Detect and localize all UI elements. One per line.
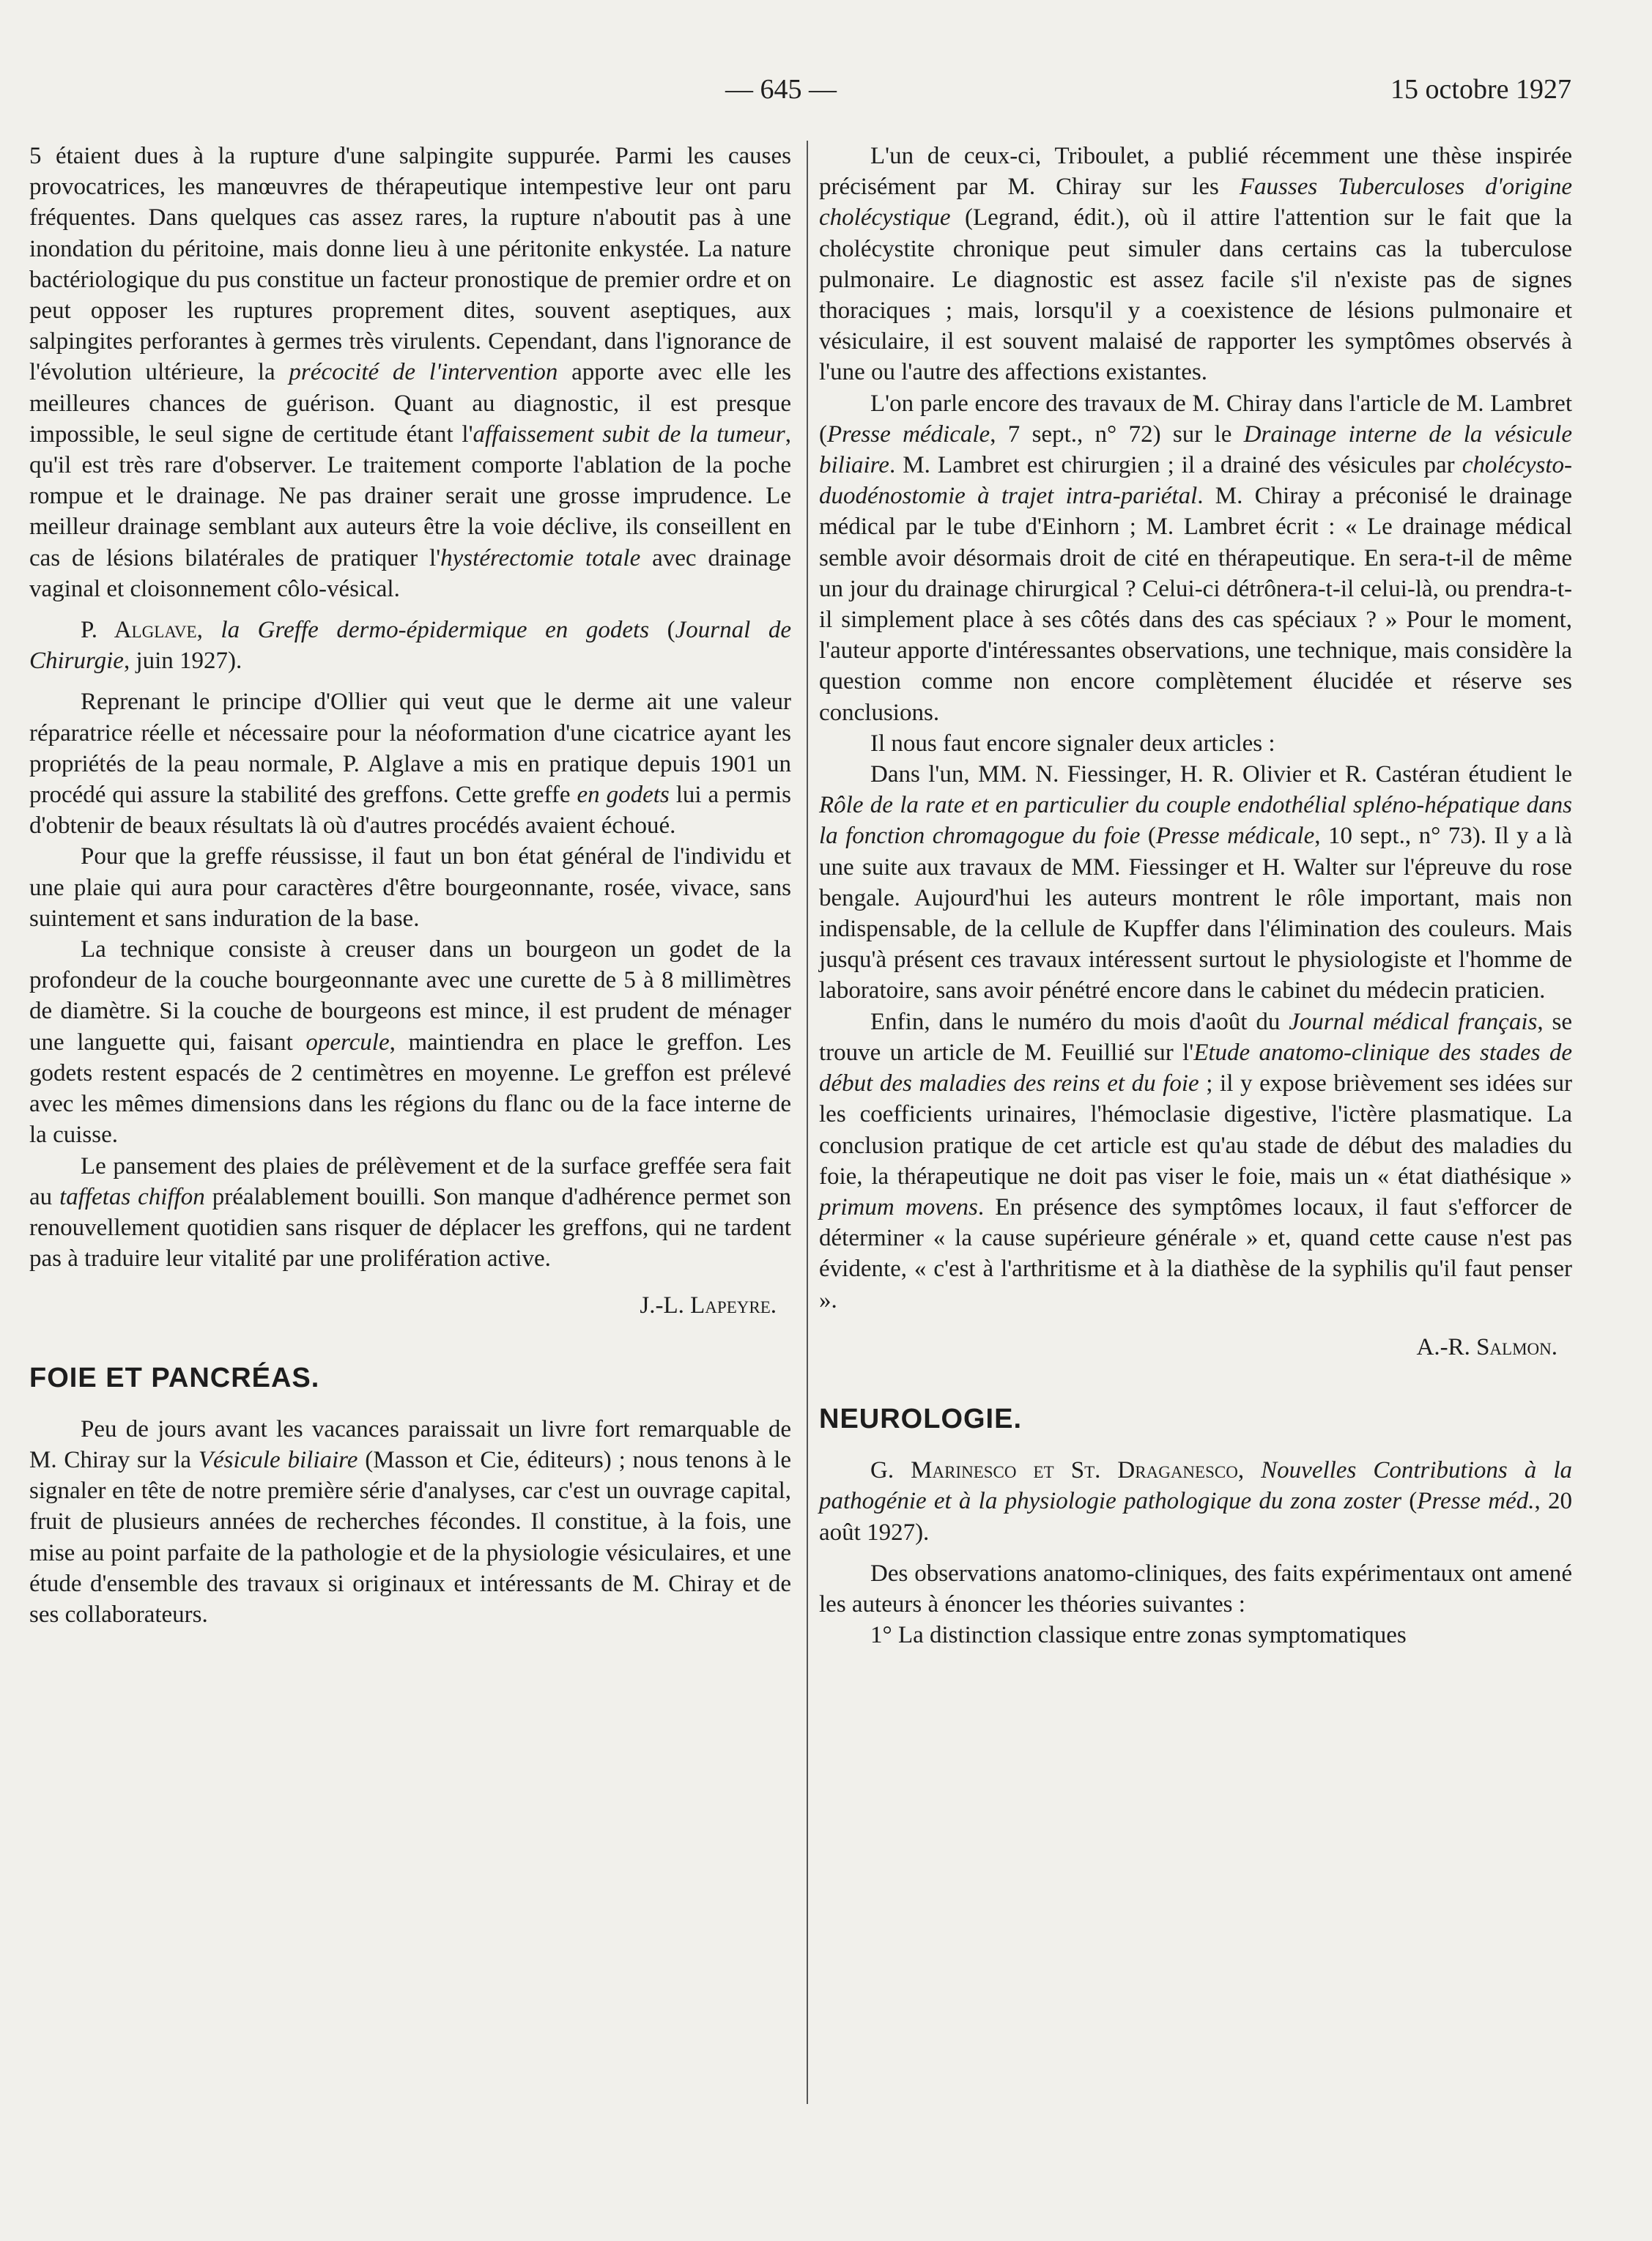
signature-salmon: A.-R. Salmon. [1416, 1333, 1557, 1360]
section-heading-foie: FOIE ET PANCRÉAS. [29, 1362, 320, 1393]
left-column [29, 141, 791, 1630]
paragraph: 1° La distinction classique entre zonas symptomatiques [870, 1622, 1407, 1649]
page-number: — 645 — [725, 74, 837, 105]
paragraph: 5 étaient dues à la rupture d'une salpingite suppurée. Parmi les causes provocatrices, les manœuvres de thérapeutique intempestive leur ont paru fréquentes. Dans quelques cas assez rares, la rupture n'aboutit pas à une inondation du péritoine, mais donne lieu à une péritonite enkystée. La nature bactériologique du pus constitue un facteur pronostique de premier ordre et on peut opposer les ruptures proprement dites, souvent aseptiques, aux salpingites perforantes à germes très virulents. Cependant, dans l'ignorance de l'évolution ultérieure, la précocité de l'intervention apporte avec elle les meilleures chances de guérison. Quant au diagnostic, il est presque impossible, le seul signe de certitude étant l'affaissement subit de la tumeur, qu'il est très rare d'observer. Le traitement comporte l'ablation de la poche rompue et le drainage. Ne pas drainer serait une grosse imprudence. Le meilleur drainage semblant aux auteurs être la voie déclive, ils conseillent en cas de lésions bilatérales de pratiquer l'hystérectomie totale avec drainage vaginal et cloisonnement côlo-vésical. [29, 143, 792, 602]
column-divider [807, 141, 808, 2104]
paragraph: L'on parle encore des travaux de M. Chiray dans l'article de M. Lambret (Presse médicale, 7 sept., n° 72) sur le Drainage interne de la vésicule biliaire. M. Lambret est chirurgien ; il a drainé des vésicules par cholécysto-duodénostomie à trajet intra-pariétal. M. Chiray a préconisé le drainage médical par le tube d'Einhorn ; M. Lambret écrit : « Le drainage médical semble avoir désormais droit de cité en thérapeutique. En sera-t-il de même un jour du drainage chirurgical ? Celui-ci détrônera-t-il celui-là, ou prendra-t-il simplement place à ses côtés dans des cas spéciaux ? » Pour le moment, l'auteur apporte d'intéressantes observations, une technique, mais considère la question comme non encore complètement élucidée et réserve ses conclusions. [819, 390, 1572, 726]
page-header [0, 73, 1652, 117]
issue-date: 15 octobre 1927 [1390, 74, 1571, 105]
reference-marinesco: G. Marinesco et St. Draganesco, Nouvelles Contributions à la pathogénie et à la physiologie pathologique du zona zoster (Presse méd., 20 août 1927). [819, 1457, 1573, 1546]
paragraph: Enfin, dans le numéro du mois d'août du Journal médical français, se trouve un article de M. Feuillié sur l'Etude anatomo-clinique des stades de début des maladies des reins et du foie ; il y expose brièvement ses idées sur les coefficients urinaires, l'hémoclasie digestive, l'ictère plasmatique. La conclusion pratique de cet article est qu'au stade de début des maladies du foie, la thérapeutique ne doit pas viser le foie, mais un « état diathésique » primum movens. En présence des symptômes locaux, il faut s'efforcer de déterminer « la cause supérieure générale » et, quand cette cause n'est pas évidente, « c'est à l'arthritisme et à la diathèse de la syphilis qu'il faut penser ». [819, 1008, 1573, 1314]
paragraph: L'un de ceux-ci, Triboulet, a publié récemment une thèse inspirée précisément par M. Chiray sur les Fausses Tuberculoses d'origine cholécystique (Legrand, édit.), où il attire l'attention sur le fait que la cholécystite chronique peut simuler dans certains cas la tuberculose pulmonaire. Le diagnostic est assez facile s'il n'existe pas de signes thoraciques ; mais, lorsqu'il y a coexistence de lésions pulmonaire et vésiculaire, il est souvent malaisé de rapporter les symptômes observés à l'une ou l'autre des affections existantes. [819, 143, 1572, 386]
signature-lapeyre: J.-L. Lapeyre. [640, 1292, 777, 1319]
paragraph: La technique consiste à creuser dans un bourgeon un godet de la profondeur de la couche bourgeonnante avec une curette de 5 à 8 millimètres de diamètre. Si la couche de bourgeons est mince, il est prudent de ménager une languette qui, faisant opercule, maintiendra en place le greffon. Les godets restent espacés de 2 centimètres en moyenne. Le greffon est prélevé avec les mêmes dimensions dans les régions du flanc ou de la face interne de la cuisse. [29, 936, 791, 1149]
paragraph: Pour que la greffe réussisse, il faut un bon état général de l'individu et une plaie qui aura pour caractères d'être bourgeonnante, rosée, vivace, sans suintement et sans induration de la base. [29, 843, 791, 932]
paragraph: Reprenant le principe d'Ollier qui veut que le derme ait une valeur réparatrice réelle et nécessaire pour la néoformation d'une cicatrice ayant les propriétés de la peau normale, P. Alglave a mis en pratique depuis 1901 un procédé qui assure la stabilité des greffons. Cette greffe en godets lui a permis d'obtenir de beaux résultats là où d'autres procédés avaient échoué. [29, 689, 791, 840]
paragraph: Il nous faut encore signaler deux articles : [870, 730, 1275, 757]
paragraph: Le pansement des plaies de prélèvement et de la surface greffée sera fait au taffetas chiffon préalablement bouilli. Son manque d'adhérence permet son renouvellement quotidien sans risquer de déplacer les greffons, qui ne tardent pas à traduire leur vitalité par une prolifération active. [29, 1152, 791, 1273]
paragraph: Peu de jours avant les vacances paraissait un livre fort remarquable de M. Chiray sur la Vésicule biliaire (Masson et Cie, éditeurs) ; nous tenons à le signaler en tête de notre première série d'analyses, car c'est un ouvrage capital, fruit de plusieurs années de recherches fécondes. Il constitue, à la fois, une mise au point parfaite de la pathologie et de la physiologie vésiculaires, et une étude d'ensemble des travaux si originaux et intéressants de M. Chiray et de ses collaborateurs. [29, 1415, 792, 1628]
section-heading-neurologie: NEUROLOGIE. [819, 1403, 1023, 1434]
right-column [819, 141, 1572, 1651]
paragraph: Dans l'un, MM. N. Fiessinger, H. R. Olivier et R. Castéran étudient le Rôle de la rate et en particulier du couple endothélial spléno-hépatique dans la fonction chromagogue du foie (Presse médicale, 10 sept., n° 73). Il y a là une suite aux travaux de MM. Fiessinger et H. Walter sur l'épreuve du rose bengale. Aujourd'hui les auteurs montrent le rôle important, mais non indispensable, de la cellule de Kupffer dans l'élimination des couleurs. Mais jusqu'à présent ces travaux intéressent surtout le physiologiste et l'homme de laboratoire, sans avoir pénétré encore dans le cabinet du médecin praticien. [819, 761, 1572, 1004]
reference-alglave: P. Alglave, la Greffe dermo-épidermique en godets (Journal de Chirurgie, juin 1927). [29, 617, 792, 675]
paragraph: Des observations anatomo-cliniques, des faits expérimentaux ont amené les auteurs à énoncer les théories suivantes : [819, 1560, 1572, 1618]
